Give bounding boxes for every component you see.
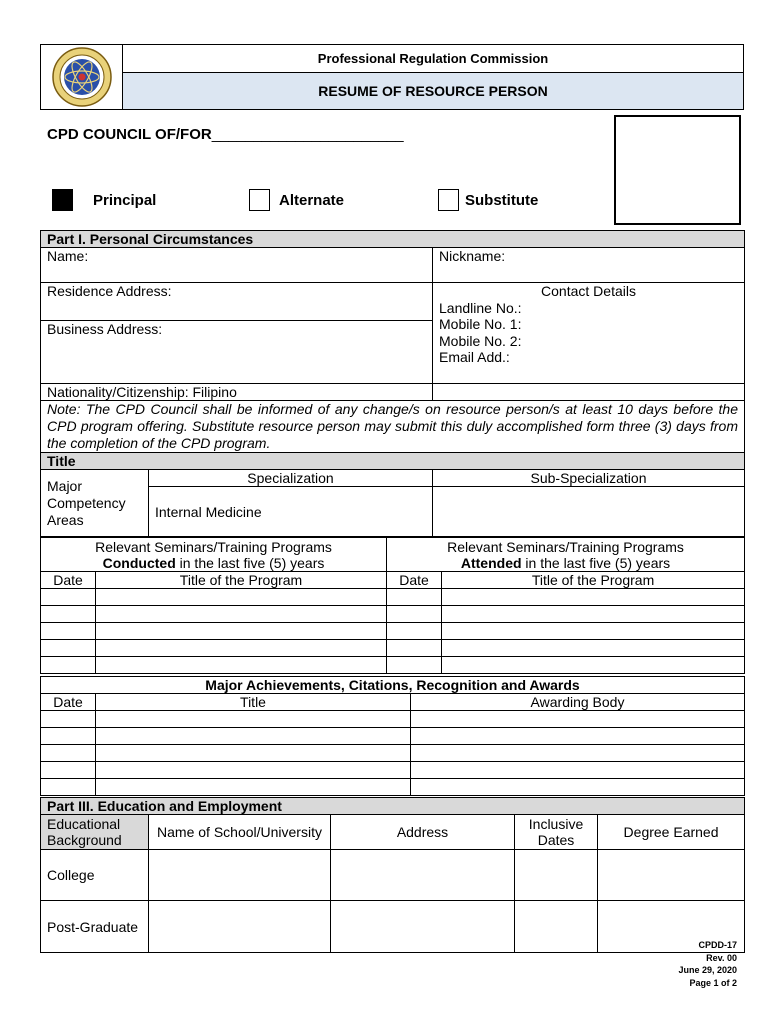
nationality-field[interactable]: Nationality/Citizenship: Filipino (41, 384, 433, 401)
attended-line2 (393, 555, 738, 571)
table-cell[interactable] (41, 589, 96, 606)
table-cell[interactable] (96, 623, 387, 640)
council-line (47, 126, 404, 143)
table-cell[interactable] (331, 850, 515, 901)
nickname-field[interactable]: Nickname: (433, 248, 745, 283)
form-footer (678, 939, 737, 989)
conducted-header (41, 538, 387, 572)
mobile1-field[interactable]: Mobile No. 1: (439, 316, 522, 332)
specialization-value[interactable]: Internal Medicine (149, 487, 433, 537)
table-cell[interactable] (149, 850, 331, 901)
mobile2-field[interactable]: Mobile No. 2: (439, 332, 522, 349)
inclusive-dates-header: Inclusive Dates (515, 815, 598, 850)
nationality-blank (433, 384, 745, 401)
form-header (40, 44, 744, 110)
table-cell[interactable] (96, 728, 411, 745)
contact-details-cell (433, 283, 745, 384)
achievements-title: Major Achievements, Citations, Recognition and Awards (41, 677, 745, 694)
council-field[interactable]: _______________________ (211, 126, 404, 143)
table-cell[interactable] (387, 657, 442, 674)
part1-title: Part I. Personal Circumstances (41, 231, 745, 248)
table-cell[interactable] (387, 606, 442, 623)
substitute-label: Substitute (465, 192, 539, 209)
table-cell[interactable] (387, 623, 442, 640)
table-cell[interactable] (598, 850, 745, 901)
attended-header (387, 538, 745, 572)
change-note: Note: The CPD Council shall be informed of any change/s on resource person/s at least 10 days before the CPD program offering. Substitute resource person may submit this duly accomplished form three (3) days from the completion of the CPD program. (41, 401, 745, 453)
conducted-line1: Relevant Seminars/Training Programs (95, 538, 332, 555)
table-cell[interactable] (442, 640, 745, 657)
table-cell[interactable] (149, 901, 331, 953)
landline-field[interactable]: Landline No.: (439, 299, 522, 316)
attended-bold: Attended (460, 554, 522, 571)
conducted-rest: in the last five (5) years (175, 554, 325, 571)
principal-label: Principal (93, 192, 157, 209)
table-row (41, 779, 745, 796)
form-revision: Rev. 00 (706, 952, 737, 963)
table-row (41, 711, 745, 728)
part1-table (40, 230, 745, 453)
educational-background-header: Educational Background (41, 815, 149, 850)
achievement-title-header: Title (96, 694, 411, 711)
degree-header: Degree Earned (598, 815, 745, 850)
subspecialization-header: Sub-Specialization (433, 470, 745, 487)
table-cell[interactable] (331, 901, 515, 953)
table-row (41, 657, 745, 674)
seminars-table (40, 537, 745, 674)
form-title: RESUME OF RESOURCE PERSON (123, 73, 743, 109)
table-cell[interactable] (41, 711, 96, 728)
achievements-table (40, 676, 745, 796)
table-cell[interactable] (411, 762, 745, 779)
achievement-date-header: Date (41, 694, 96, 711)
attended-line1: Relevant Seminars/Training Programs (447, 538, 684, 555)
table-cell[interactable] (515, 901, 598, 953)
substitute-checkbox[interactable] (438, 189, 459, 211)
table-row (41, 606, 745, 623)
council-label: CPD COUNCIL OF/FOR (47, 126, 212, 143)
table-cell[interactable] (442, 606, 745, 623)
table-cell[interactable] (41, 779, 96, 796)
part2-title: Title (41, 453, 745, 470)
business-address-field[interactable]: Business Address: (41, 321, 433, 384)
table-cell[interactable] (41, 728, 96, 745)
table-cell[interactable] (41, 762, 96, 779)
table-cell[interactable] (96, 657, 387, 674)
alternate-label: Alternate (279, 192, 345, 209)
principal-checkbox[interactable] (52, 189, 73, 211)
table-cell[interactable] (96, 640, 387, 657)
part3-title: Part III. Education and Employment (41, 798, 745, 815)
college-label: College (41, 850, 149, 901)
specialization-header: Specialization (149, 470, 433, 487)
form-code: CPDD-17 (698, 940, 737, 950)
table-cell[interactable] (41, 606, 96, 623)
table-cell[interactable] (41, 640, 96, 657)
organization-name: Professional Regulation Commission (123, 45, 743, 73)
school-header: Name of School/University (149, 815, 331, 850)
table-cell[interactable] (442, 623, 745, 640)
part3-table (40, 797, 745, 953)
table-row (41, 745, 745, 762)
table-cell[interactable] (41, 623, 96, 640)
table-row (41, 589, 745, 606)
table-row (41, 728, 745, 745)
table-cell[interactable] (411, 711, 745, 728)
awarding-body-header: Awarding Body (411, 694, 745, 711)
email-field[interactable]: Email Add.: (439, 349, 510, 365)
table-cell[interactable] (515, 850, 598, 901)
address-header: Address (331, 815, 515, 850)
table-cell[interactable] (387, 589, 442, 606)
table-row (41, 762, 745, 779)
logo-cell (41, 45, 123, 109)
alternate-checkbox[interactable] (249, 189, 270, 211)
conducted-bold: Conducted (102, 554, 176, 571)
table-row (41, 640, 745, 657)
post-graduate-label: Post-Graduate (41, 901, 149, 953)
table-cell[interactable] (96, 711, 411, 728)
name-field[interactable]: Name: (41, 248, 433, 283)
prc-seal-logo (41, 45, 123, 109)
table-cell[interactable] (96, 779, 411, 796)
table-cell[interactable] (387, 640, 442, 657)
table-cell[interactable] (96, 762, 411, 779)
major-competency-label: Major Competency Areas (41, 470, 149, 537)
table-cell[interactable] (41, 745, 96, 762)
contact-details-title: Contact Details (541, 283, 636, 299)
attended-rest: in the last five (5) years (521, 554, 671, 571)
table-cell[interactable] (411, 779, 745, 796)
conducted-title-header: Title of the Program (96, 572, 387, 589)
table-cell[interactable] (96, 589, 387, 606)
table-cell[interactable] (411, 728, 745, 745)
subspecialization-value[interactable] (433, 487, 745, 537)
table-cell[interactable] (442, 589, 745, 606)
page-number: Page 1 of 2 (689, 977, 737, 988)
table-cell[interactable] (41, 657, 96, 674)
form-date: June 29, 2020 (678, 965, 737, 975)
photo-box (614, 115, 741, 225)
table-cell[interactable] (96, 606, 387, 623)
table-cell[interactable] (411, 745, 745, 762)
table-cell[interactable] (442, 657, 745, 674)
conducted-line2 (47, 555, 380, 571)
table-cell[interactable] (96, 745, 411, 762)
attended-date-header: Date (387, 572, 442, 589)
part2-table (40, 452, 745, 537)
attended-title-header: Title of the Program (442, 572, 745, 589)
conducted-date-header: Date (41, 572, 96, 589)
table-row (41, 623, 745, 640)
residence-address-field[interactable]: Residence Address: (41, 283, 433, 321)
